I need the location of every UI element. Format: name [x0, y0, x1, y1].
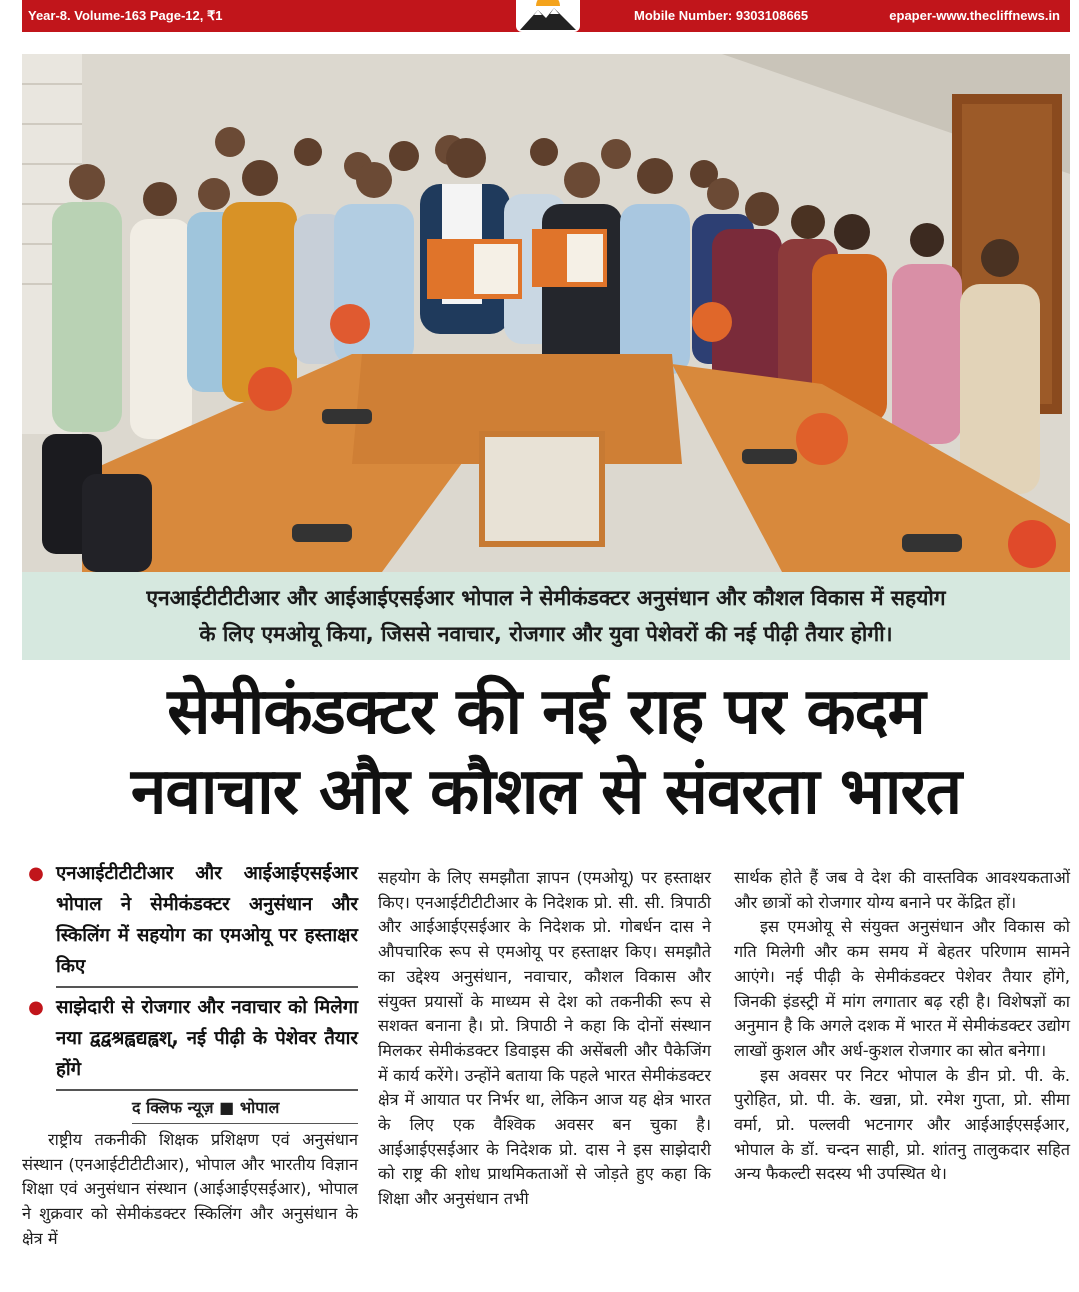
- bullet-icon: ●: [28, 863, 44, 884]
- article-column-3: [734, 866, 1070, 1187]
- mou-signing-group-photo: [22, 54, 1070, 572]
- highlight-item: [22, 858, 358, 982]
- bullet-icon: ●: [28, 997, 44, 1018]
- headline-line-1: सेमीकंडक्टर की नई राह पर कदम: [167, 675, 925, 749]
- highlight-text: साझेदारी से रोजगार और नवाचार को मिलेगा नया द्वद्वश्रह्वद्यह्वश्, नई पीढ़ी के पेशेवर तैयार होंगे: [56, 997, 358, 1080]
- photo-caption: [22, 572, 1070, 660]
- mountain-logo-icon: [516, 0, 580, 32]
- headline-line-2: नवाचार और कौशल से संवरता भारत: [130, 755, 962, 829]
- highlight-divider: [56, 1089, 358, 1091]
- article-column-1: [22, 858, 358, 1252]
- caption-line-1: एनआईटीटीटीआर और आईआईएसईआर भोपाल ने सेमीकंडक्टर अनुसंधान और कौशल विकास में सहयोग: [146, 586, 946, 610]
- highlight-text: एनआईटीटीटीआर और आईआईएसईआर भोपाल ने सेमीकंडक्टर अनुसंधान और स्किलिंग में सहयोग का एमओयू पर हस्ताक्षर किए: [56, 863, 358, 977]
- edition-info: Year-8. Volume-163 Page-12, ₹1: [28, 8, 223, 23]
- mobile-number: Mobile Number: 9303108665: [634, 8, 809, 23]
- byline: द क्लिफ न्यूज़ ■ भोपाल: [132, 1095, 358, 1124]
- main-headline: [22, 672, 1070, 832]
- article-column-2: [378, 866, 711, 1212]
- highlight-item: [22, 992, 358, 1085]
- article-paragraph: सार्थक होते हैं जब वे देश की वास्तविक आवश्यकताओं और छात्रों को रोजगार योग्य बनाने पर केंद्रित हों।: [734, 868, 1070, 912]
- article-paragraph: इस एमओयू से संयुक्त अनुसंधान और विकास को गति मिलेगी और कम समय में बेहतर परिणाम सामने आएंगे। नई पीढ़ी के सेमीकंडक्टर पेशेवर तैयार होंगे, जिनकी इंडस्ट्री में मांग लगातार बढ़ रही है। विशेषज्ञों का अनुमान है कि अगले दशक में भारत में सेमीकंडक्टर उद्योग लाखों कुशल और अर्ध-कुशल रोजगार का स्रोत बनेगा।: [734, 917, 1070, 1060]
- article-paragraph: सहयोग के लिए समझौता ज्ञापन (एमओयू) पर हस्ताक्षर किए। एनआईटीटीटीआर के निदेशक प्रो. सी. सी. त्रिपाठी और आईआईएसईआर के निदेशक प्रो. गोबर्धन दास ने औपचारिक रूप से एमओयू पर हस्ताक्षर किए। समझौते का उद्देश्य अनुसंधान, नवाचार, कौशल विकास और संयुक्त प्रयासों के माध्यम से देश को तकनीकी रूप से सशक्त बनाना है। प्रो. त्रिपाठी ने कहा कि दोनों संस्थान मिलकर सेमीकंडक्टर डिवाइस की असेंबली और पैकेजिंग में कार्य करेंगे। उन्होंने बताया कि पहले भारत सेमीकंडक्टर क्षेत्र में आयात पर निर्भर था, लेकिन आज यह क्षेत्र भारत के लिए एक वैश्विक अवसर बन चुका है। आईआईएसईआर के निदेशक प्रो. दास ने इस साझेदारी को राष्ट्र की शोध प्राथमिकताओं से जोड़ते हुए कहा कि शिक्षा और अनुसंधान तभी: [378, 868, 711, 1209]
- epaper-website-link[interactable]: epaper-www.thecliffnews.in: [889, 8, 1060, 23]
- article-paragraph: राष्ट्रीय तकनीकी शिक्षक प्रशिक्षण एवं अनुसंधान संस्थान (एनआईटीटीटीआर), भोपाल और भारतीय विज्ञान शिक्षा एवं अनुसंधान संस्थान (आईआईएसईआर), भोपाल ने शुक्रवार को सेमीकंडक्टर स्किलिंग और अनुसंधान के क्षेत्र में: [22, 1130, 358, 1248]
- highlight-divider: [56, 986, 358, 988]
- caption-line-2: के लिए एमओयू किया, जिससे नवाचार, रोजगार और युवा पेशेवरों की नई पीढ़ी तैयार होगी।: [199, 622, 893, 646]
- article-paragraph: इस अवसर पर निटर भोपाल के डीन प्रो. पी. के. पुरोहित, प्रो. पी. के. खन्ना, प्रो. रमेश गुप्ता, प्रो. सीमा वर्मा, प्रो. पल्लवी भटनागर और आईआईएसईआर, भोपाल के डॉ. चन्दन साही, प्रो. शांतनु तालुकदार सहित अन्य फैकल्टी सदस्य भी उपस्थित थे।: [734, 1065, 1070, 1184]
